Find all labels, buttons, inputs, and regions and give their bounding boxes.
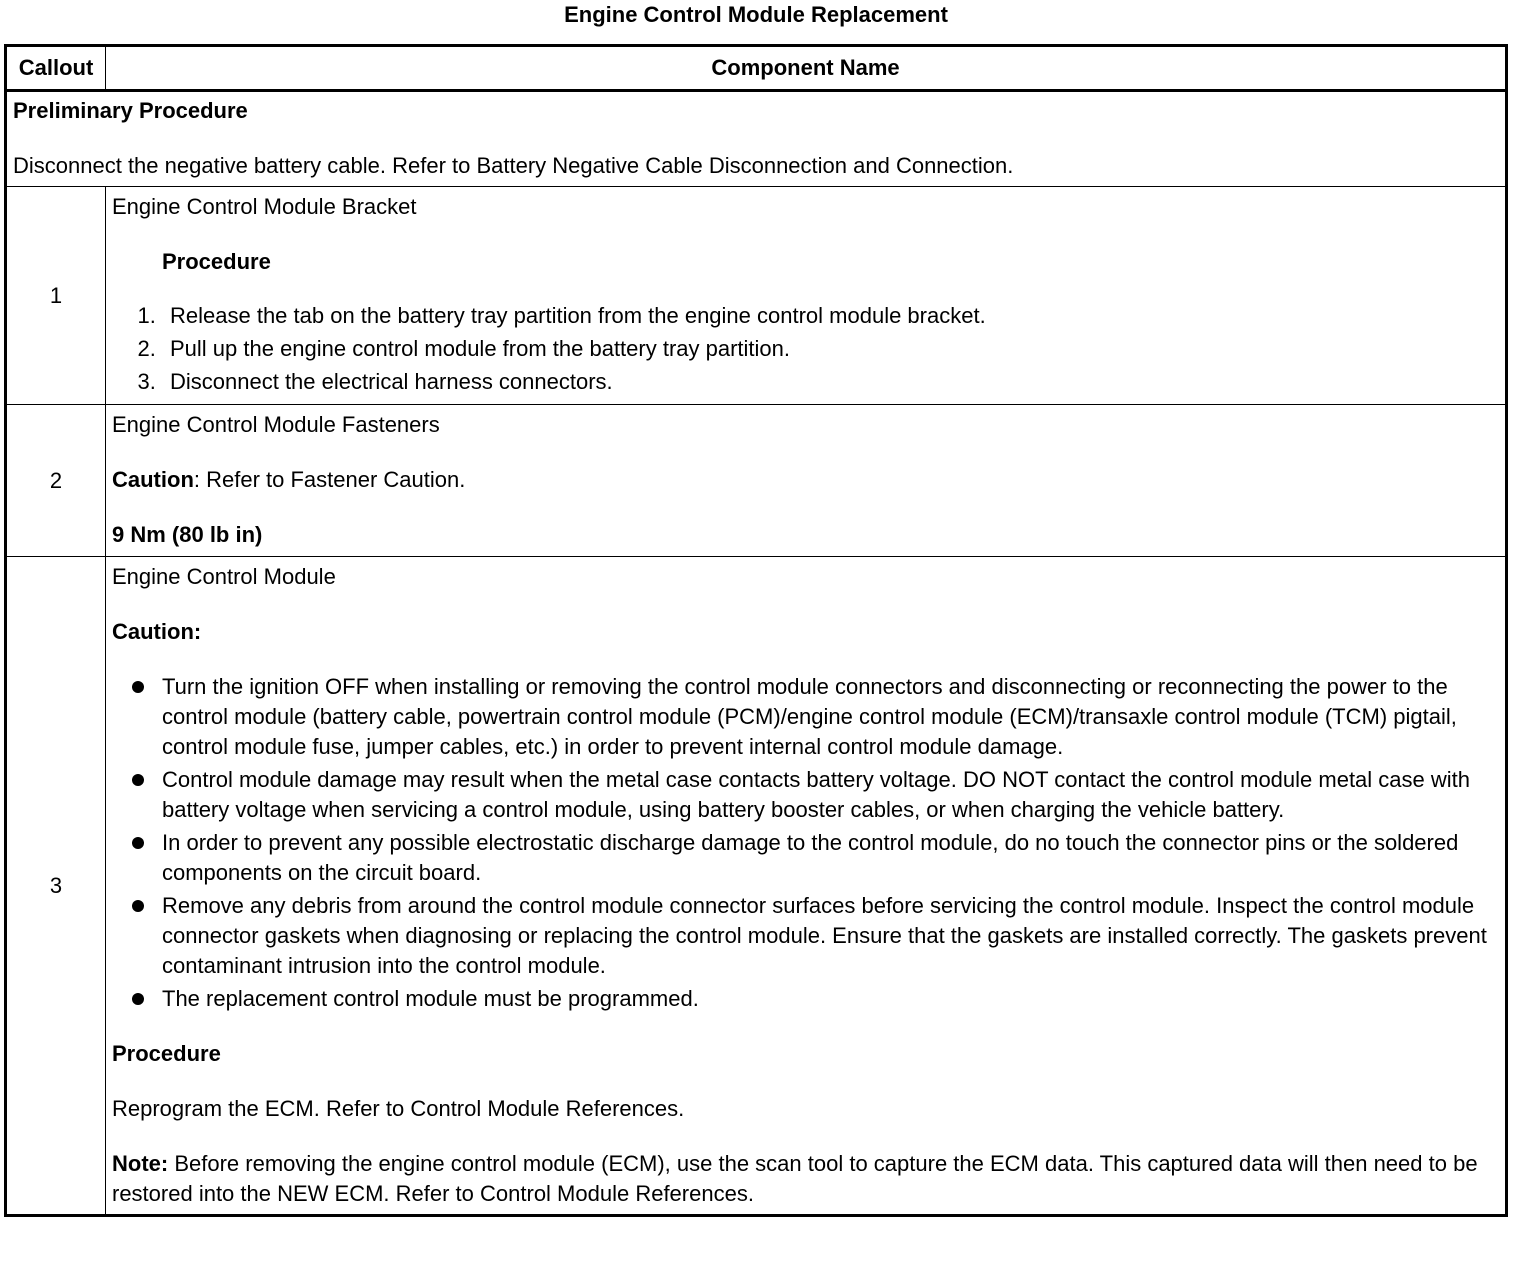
caution-item: The replacement control module must be programmed. — [162, 984, 1499, 1014]
caution: Caution: — [112, 619, 202, 644]
table-row — [6, 557, 1507, 1216]
preliminary-heading: Preliminary Procedure — [13, 98, 248, 123]
preliminary-row — [6, 91, 1507, 187]
bullet-icon — [132, 993, 144, 1005]
header-component-name: Component Name — [106, 46, 1507, 91]
caution-list — [112, 672, 1499, 1014]
callout-number: 1 — [6, 187, 106, 405]
caution-item: Control module damage may result when the metal case contacts battery voltage. DO NOT contact the control module metal case with battery voltage when servicing a control module, using battery booster cables, or when charging the vehicle battery. — [162, 765, 1499, 825]
procedure-text: Reprogram the ECM. Refer to Control Module References. — [112, 1096, 685, 1121]
table-row — [6, 187, 1507, 405]
header-callout: Callout — [6, 46, 106, 91]
table-row — [6, 405, 1507, 557]
bullet-icon — [132, 900, 144, 912]
caution-item: Remove any debris from around the control module connector surfaces before servicing the control module. Inspect the control module connector gaskets when diagnosing or replacing the control module. Ensure that the gaskets are installed correctly. The gaskets prevent contaminant intrusion into the control module. — [162, 891, 1499, 981]
page-title: Engine Control Module Replacement — [564, 2, 948, 27]
bullet-icon — [132, 681, 144, 693]
procedure-label: Procedure — [112, 1041, 221, 1066]
callout-number: 3 — [6, 557, 106, 1216]
procedure-label: Procedure — [162, 249, 271, 274]
note: Note: Before removing the engine control module (ECM), use the scan tool to capture the ECM data. This captured data will then need to be restored into the NEW ECM. Refer to Control Module References. — [112, 1151, 1478, 1206]
caution-item: Turn the ignition OFF when installing or removing the control module connectors and disconnecting or reconnecting the power to the control module (battery cable, powertrain control module (PCM)/engine control module (ECM)/transaxle control module (TCM) pigtail, control module fuse, jumper cables, etc.) in order to prevent internal control module damage. — [162, 672, 1499, 762]
step: 1. Release the tab on the battery tray partition from the engine control module bracket. — [162, 299, 1499, 332]
bullet-icon — [132, 837, 144, 849]
step: 3. Disconnect the electrical harness connectors. — [162, 365, 1499, 398]
component-name: Engine Control Module — [112, 564, 336, 589]
torque-spec: 9 Nm (80 lb in) — [112, 522, 263, 547]
bullet-icon — [132, 774, 144, 786]
step: 2. Pull up the engine control module from the battery tray partition. — [162, 332, 1499, 365]
preliminary-text: Disconnect the negative battery cable. Refer to Battery Negative Cable Disconnection and Connection. — [13, 153, 1014, 178]
component-name: Engine Control Module Fasteners — [112, 412, 440, 437]
caution-item: In order to prevent any possible electrostatic discharge damage to the control module, do no touch the connector pins or the soldered components on the circuit board. — [162, 828, 1499, 888]
procedure-steps — [112, 299, 1499, 398]
table-header — [6, 46, 1507, 91]
component-table — [4, 44, 1508, 1217]
caution: Caution: Refer to Fastener Caution. — [112, 467, 466, 492]
component-name: Engine Control Module Bracket — [112, 194, 417, 219]
callout-number: 2 — [6, 405, 106, 557]
